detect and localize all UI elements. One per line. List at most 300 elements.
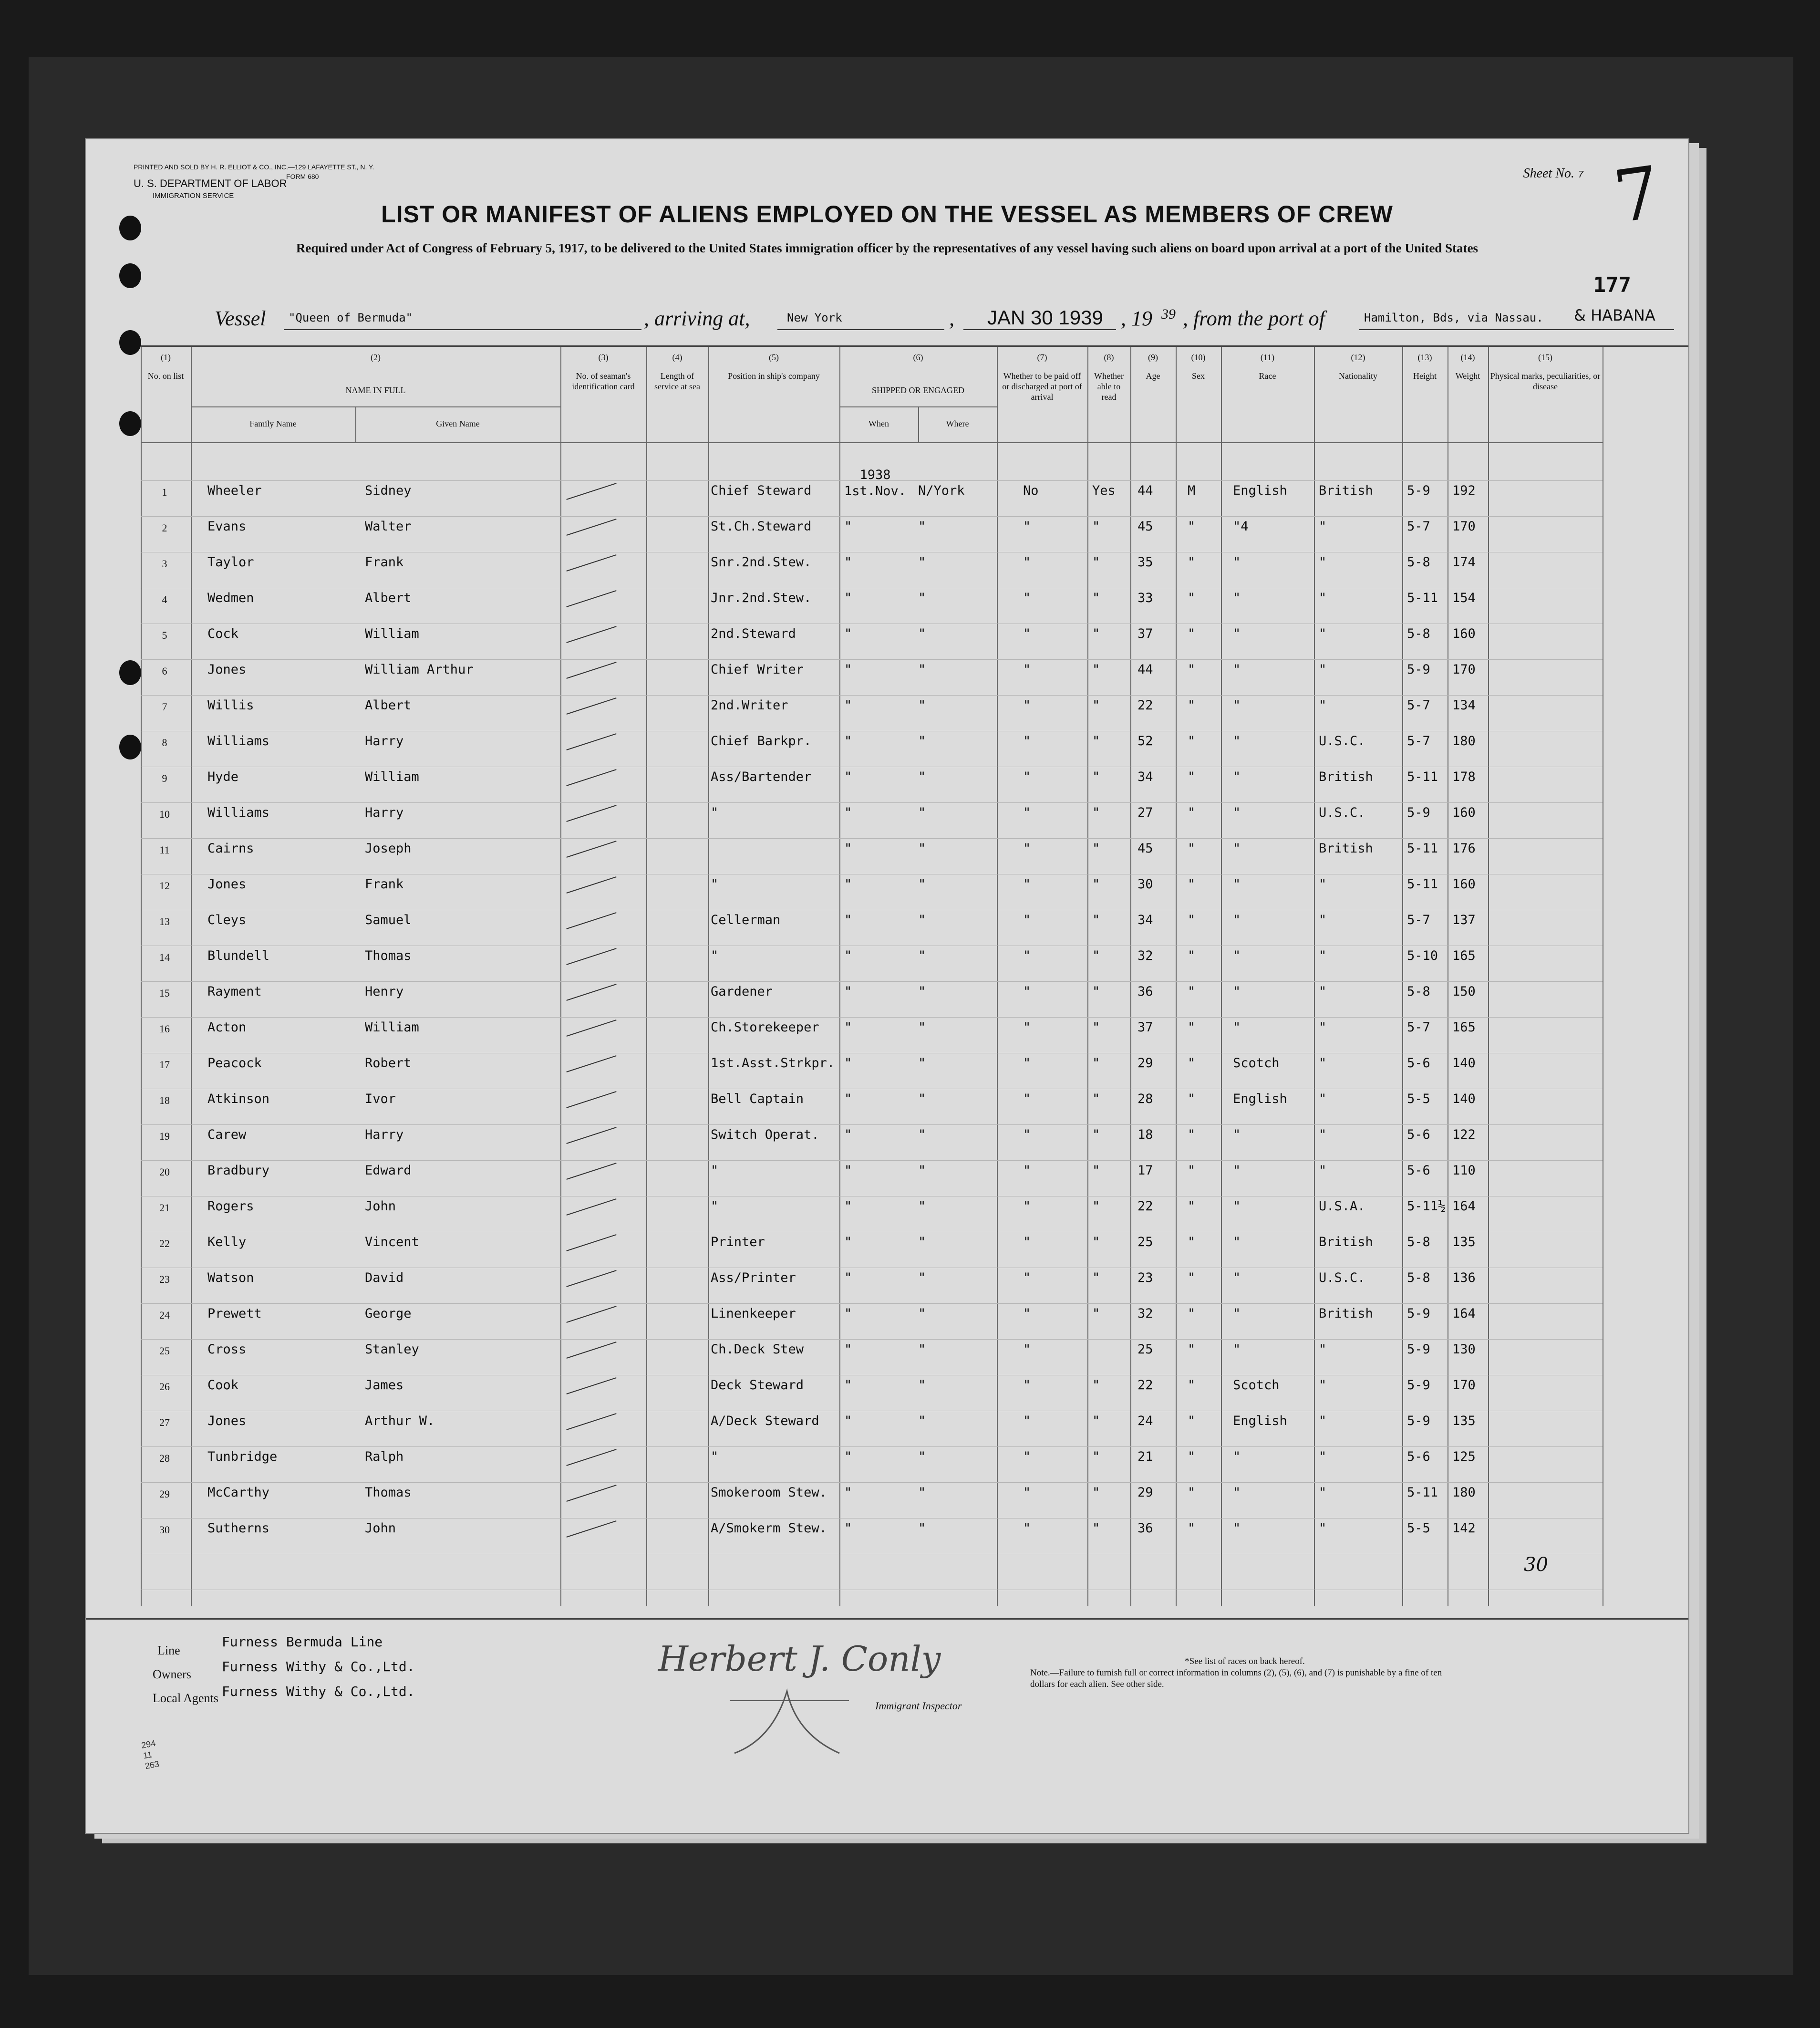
printer-credit: PRINTED AND SOLD BY H. R. ELLIOT & CO., INC.—129 LAFAYETTE ST., N. Y. FORM 680 bbox=[134, 163, 374, 180]
age: 28 bbox=[1138, 1092, 1153, 1106]
paid-off: " bbox=[1023, 1092, 1031, 1106]
shipped-where: " bbox=[918, 734, 926, 749]
table-row bbox=[141, 1156, 1603, 1192]
race: " bbox=[1233, 1306, 1241, 1321]
owners-value: Furness Withy & Co.,Ltd. bbox=[222, 1659, 415, 1674]
age: 45 bbox=[1138, 841, 1153, 856]
shipped-when: " bbox=[844, 770, 852, 784]
paid-off: " bbox=[1023, 1342, 1031, 1357]
shipped-when: " bbox=[844, 1485, 852, 1500]
punch-hole bbox=[119, 263, 141, 288]
weight: 176 bbox=[1452, 841, 1476, 856]
able-to-read: " bbox=[1092, 555, 1100, 570]
shipped-where: " bbox=[918, 805, 926, 820]
signature-flourish bbox=[725, 1682, 849, 1758]
family-name: Acton bbox=[207, 1020, 247, 1035]
column-header: Height bbox=[1413, 371, 1437, 381]
inspector-label: Immigrant Inspector bbox=[875, 1700, 962, 1712]
nationality: British bbox=[1319, 1306, 1373, 1321]
shipped-when: " bbox=[844, 1270, 852, 1285]
nationality: " bbox=[1319, 948, 1327, 963]
position: Switch Operat. bbox=[711, 1127, 819, 1142]
age: 29 bbox=[1138, 1056, 1153, 1071]
shipped-when: " bbox=[844, 1378, 852, 1393]
family-name: Evans bbox=[207, 519, 247, 534]
row-number: 8 bbox=[162, 737, 167, 749]
row-number: 11 bbox=[159, 844, 170, 856]
shipped-where: " bbox=[918, 519, 926, 534]
position: Jnr.2nd.Stew. bbox=[711, 591, 812, 605]
table-row bbox=[141, 799, 1603, 834]
row-number: 30 bbox=[159, 1524, 170, 1536]
family-name: Wedmen bbox=[207, 591, 254, 605]
table-row bbox=[141, 691, 1603, 727]
sheet-number: Sheet No. 7 bbox=[1523, 166, 1583, 181]
seaman-card-dash bbox=[566, 1449, 616, 1466]
row-number: 21 bbox=[159, 1202, 170, 1214]
table-row bbox=[141, 763, 1603, 799]
able-to-read: " bbox=[1092, 1235, 1100, 1249]
nationality: " bbox=[1319, 984, 1327, 999]
shipped-when: " bbox=[844, 1306, 852, 1321]
shipped-when: " bbox=[844, 984, 852, 999]
column-header: Position in ship's company bbox=[728, 371, 820, 381]
seaman-card-dash bbox=[566, 1234, 616, 1251]
shipped-when: " bbox=[844, 1127, 852, 1142]
shipped-where: " bbox=[918, 626, 926, 641]
family-name: Williams bbox=[207, 805, 270, 820]
vessel-name: "Queen of Bermuda" bbox=[289, 311, 413, 324]
table-row bbox=[141, 1335, 1603, 1371]
paid-off: " bbox=[1023, 698, 1031, 713]
sex: " bbox=[1188, 877, 1196, 892]
family-name: Willis bbox=[207, 698, 254, 713]
row-number: 3 bbox=[162, 558, 167, 570]
shipped-where: " bbox=[918, 1449, 926, 1464]
family-name: Cross bbox=[207, 1342, 247, 1357]
able-to-read: " bbox=[1092, 805, 1100, 820]
column-number: (12) bbox=[1351, 353, 1365, 362]
row-number: 17 bbox=[159, 1059, 170, 1071]
family-name: Cook bbox=[207, 1378, 239, 1393]
row-number: 1 bbox=[162, 486, 167, 498]
weight: 160 bbox=[1452, 877, 1476, 892]
family-name: Wheeler bbox=[207, 483, 262, 498]
table-row bbox=[141, 548, 1603, 584]
year-label: , 19 bbox=[1121, 307, 1152, 330]
seaman-card-dash bbox=[566, 590, 616, 607]
able-to-read: " bbox=[1092, 948, 1100, 963]
weight: 164 bbox=[1452, 1199, 1476, 1214]
able-to-read: " bbox=[1092, 698, 1100, 713]
race: " bbox=[1233, 1342, 1241, 1357]
given-name: Arthur W. bbox=[365, 1414, 435, 1428]
row-number: 25 bbox=[159, 1345, 170, 1357]
column-header: Race bbox=[1259, 371, 1276, 381]
position: Printer bbox=[711, 1235, 765, 1249]
footer-note: *See list of races on back hereof. Note.—Failure to furnish full or correct information in columns (2), (5), (6), and (7) is punishable by a fine of ten dollars for each alien. See other side. bbox=[1030, 1656, 1442, 1689]
nationality: U.S.A. bbox=[1319, 1199, 1365, 1214]
seaman-card-dash bbox=[566, 841, 616, 858]
shipped-where: " bbox=[918, 1092, 926, 1106]
shipped-when: " bbox=[844, 1163, 852, 1178]
shipped-when: " bbox=[844, 734, 852, 749]
age: 29 bbox=[1138, 1485, 1153, 1500]
sex: " bbox=[1188, 626, 1196, 641]
race: " bbox=[1233, 1235, 1241, 1249]
line-value: Furness Bermuda Line bbox=[222, 1634, 383, 1650]
seaman-card-dash bbox=[566, 912, 616, 929]
shipped-where: " bbox=[918, 1306, 926, 1321]
given-name: Thomas bbox=[365, 1485, 412, 1500]
row-number: 12 bbox=[159, 880, 170, 892]
sex: " bbox=[1188, 1414, 1196, 1428]
family-name: Cock bbox=[207, 626, 239, 641]
inspector-signature: Herbert J. Conly bbox=[658, 1639, 941, 1679]
table-row bbox=[141, 1013, 1603, 1049]
nationality: " bbox=[1319, 1485, 1327, 1500]
seaman-card-dash bbox=[566, 984, 616, 1001]
shipped-where: " bbox=[918, 1485, 926, 1500]
nationality: " bbox=[1319, 1163, 1327, 1178]
position: A/Deck Steward bbox=[711, 1414, 819, 1428]
sex: " bbox=[1188, 1270, 1196, 1285]
punch-hole bbox=[119, 330, 141, 355]
shipped-where: " bbox=[918, 1020, 926, 1035]
nationality: U.S.C. bbox=[1319, 805, 1365, 820]
shipped-where: " bbox=[918, 1163, 926, 1178]
paid-off: " bbox=[1023, 1020, 1031, 1035]
height: 5-6 bbox=[1407, 1163, 1430, 1178]
column-number: (1) bbox=[161, 353, 171, 362]
sex: " bbox=[1188, 1378, 1196, 1393]
paid-off: " bbox=[1023, 841, 1031, 856]
weight: 170 bbox=[1452, 662, 1476, 677]
weight: 170 bbox=[1452, 1378, 1476, 1393]
position: Deck Steward bbox=[711, 1378, 804, 1393]
able-to-read: " bbox=[1092, 1092, 1100, 1106]
department-heading: U. S. DEPARTMENT OF LABOR IMMIGRATION SERVICE bbox=[134, 177, 287, 200]
shipped-where: " bbox=[918, 877, 926, 892]
race: English bbox=[1233, 1414, 1287, 1428]
paid-off: " bbox=[1023, 626, 1031, 641]
shipped-when: " bbox=[844, 913, 852, 927]
table-row bbox=[141, 584, 1603, 620]
age: 34 bbox=[1138, 770, 1153, 784]
able-to-read: " bbox=[1092, 1020, 1100, 1035]
height: 5-8 bbox=[1407, 1235, 1430, 1249]
shipped-where: " bbox=[918, 555, 926, 570]
able-to-read: " bbox=[1092, 1521, 1100, 1536]
age: 32 bbox=[1138, 948, 1153, 963]
nationality: " bbox=[1319, 1449, 1327, 1464]
sex: " bbox=[1188, 805, 1196, 820]
age: 27 bbox=[1138, 805, 1153, 820]
age: 44 bbox=[1138, 662, 1153, 677]
weight: 180 bbox=[1452, 734, 1476, 749]
footer bbox=[86, 1618, 1688, 1820]
subheader-divider bbox=[191, 406, 560, 407]
given-name: Ivor bbox=[365, 1092, 396, 1106]
family-name: Sutherns bbox=[207, 1521, 270, 1536]
nationality: " bbox=[1319, 698, 1327, 713]
paid-off: " bbox=[1023, 1449, 1031, 1464]
row-number: 16 bbox=[159, 1023, 170, 1035]
race: " bbox=[1233, 1020, 1241, 1035]
manifest-sheet bbox=[85, 138, 1689, 1834]
shipped-where: " bbox=[918, 1521, 926, 1536]
sex: M bbox=[1188, 483, 1196, 498]
able-to-read: " bbox=[1092, 1449, 1100, 1464]
shipped-when: " bbox=[844, 1092, 852, 1106]
position: " bbox=[711, 877, 719, 892]
seaman-card-dash bbox=[566, 876, 616, 894]
punch-hole bbox=[119, 735, 141, 759]
nationality: U.S.C. bbox=[1319, 734, 1365, 749]
shipped-where: " bbox=[918, 1235, 926, 1249]
sex: " bbox=[1188, 1449, 1196, 1464]
paid-off: " bbox=[1023, 1521, 1031, 1536]
height: 5-9 bbox=[1407, 1378, 1430, 1393]
able-to-read: " bbox=[1092, 984, 1100, 999]
seaman-card-dash bbox=[566, 1198, 616, 1216]
column-number: (6) bbox=[913, 353, 923, 362]
race: " bbox=[1233, 555, 1241, 570]
position: Chief Barkpr. bbox=[711, 734, 812, 749]
column-header: Nationality bbox=[1339, 371, 1377, 381]
seaman-card-dash bbox=[566, 1163, 616, 1180]
given-name: William bbox=[365, 1020, 419, 1035]
weight: 134 bbox=[1452, 698, 1476, 713]
weight: 192 bbox=[1452, 483, 1476, 498]
sex: " bbox=[1188, 1235, 1196, 1249]
family-name: Bradbury bbox=[207, 1163, 270, 1178]
nationality: " bbox=[1319, 519, 1327, 534]
family-name: Atkinson bbox=[207, 1092, 270, 1106]
sex: " bbox=[1188, 1056, 1196, 1071]
row-number: 24 bbox=[159, 1309, 170, 1321]
nationality: British bbox=[1319, 770, 1373, 784]
weight: 110 bbox=[1452, 1163, 1476, 1178]
given-name: Frank bbox=[365, 555, 404, 570]
sex: " bbox=[1188, 1127, 1196, 1142]
age: 34 bbox=[1138, 913, 1153, 927]
family-name: Tunbridge bbox=[207, 1449, 278, 1464]
height: 5-5 bbox=[1407, 1521, 1430, 1536]
shipped-where: " bbox=[918, 1199, 926, 1214]
shipped-where: " bbox=[918, 1270, 926, 1285]
height: 5-7 bbox=[1407, 734, 1430, 749]
shipped-when: " bbox=[844, 1056, 852, 1071]
table-row bbox=[141, 1443, 1603, 1478]
height: 5-11 bbox=[1407, 841, 1438, 856]
weight: 164 bbox=[1452, 1306, 1476, 1321]
paid-off: " bbox=[1023, 877, 1031, 892]
column-number: (3) bbox=[598, 353, 609, 362]
sex: " bbox=[1188, 770, 1196, 784]
given-name: Stanley bbox=[365, 1342, 419, 1357]
position: Ass/Printer bbox=[711, 1270, 796, 1285]
age: 37 bbox=[1138, 626, 1153, 641]
row-number: 28 bbox=[159, 1452, 170, 1464]
sex: " bbox=[1188, 698, 1196, 713]
able-to-read: " bbox=[1092, 1056, 1100, 1071]
given-name: Ralph bbox=[365, 1449, 404, 1464]
height: 5-7 bbox=[1407, 913, 1430, 927]
position: Ass/Bartender bbox=[711, 770, 812, 784]
family-name: McCarthy bbox=[207, 1485, 270, 1500]
height: 5-9 bbox=[1407, 662, 1430, 677]
race: " bbox=[1233, 1199, 1241, 1214]
seaman-card-dash bbox=[566, 1019, 616, 1037]
race: Scotch bbox=[1233, 1378, 1280, 1393]
column-number: (7) bbox=[1037, 353, 1047, 362]
given-name: Vincent bbox=[365, 1235, 419, 1249]
seaman-card-dash bbox=[566, 554, 616, 572]
age: 36 bbox=[1138, 984, 1153, 999]
arriving-label: , arriving at, bbox=[644, 307, 750, 330]
age: 22 bbox=[1138, 1378, 1153, 1393]
race: " bbox=[1233, 1485, 1241, 1500]
vessel-underline bbox=[284, 328, 641, 330]
height: 5-9 bbox=[1407, 483, 1430, 498]
shipped-when: " bbox=[844, 555, 852, 570]
shipped-where: N/York bbox=[918, 483, 965, 498]
weight: 165 bbox=[1452, 948, 1476, 963]
position: Gardener bbox=[711, 984, 773, 999]
shipped-where: " bbox=[918, 1342, 926, 1357]
age: 36 bbox=[1138, 1521, 1153, 1536]
nationality: " bbox=[1319, 1414, 1327, 1428]
family-name: Kelly bbox=[207, 1235, 247, 1249]
position: Linenkeeper bbox=[711, 1306, 796, 1321]
given-name: Sidney bbox=[365, 483, 412, 498]
table-row bbox=[141, 1085, 1603, 1121]
seaman-card-dash bbox=[566, 1377, 616, 1394]
height: 5-10 bbox=[1407, 948, 1438, 963]
able-to-read: Yes bbox=[1092, 483, 1116, 498]
shipped-when: " bbox=[844, 841, 852, 856]
nationality: " bbox=[1319, 626, 1327, 641]
race: "4 bbox=[1233, 519, 1249, 534]
given-name: Thomas bbox=[365, 948, 412, 963]
row-number: 22 bbox=[159, 1238, 170, 1249]
subcolumn-header: Family Name bbox=[249, 419, 297, 428]
race: " bbox=[1233, 984, 1241, 999]
table-row bbox=[141, 834, 1603, 870]
nationality: " bbox=[1319, 1020, 1327, 1035]
weight: 180 bbox=[1452, 1485, 1476, 1500]
able-to-read: " bbox=[1092, 841, 1100, 856]
race: " bbox=[1233, 805, 1241, 820]
position: " bbox=[711, 805, 719, 820]
able-to-read: " bbox=[1092, 1199, 1100, 1214]
agents-label: Local Agents bbox=[153, 1691, 218, 1705]
shipped-where: " bbox=[918, 770, 926, 784]
family-name: Rayment bbox=[207, 984, 262, 999]
family-name: Cleys bbox=[207, 913, 247, 927]
nationality: " bbox=[1319, 913, 1327, 927]
height: 5-9 bbox=[1407, 1342, 1430, 1357]
weight: 174 bbox=[1452, 555, 1476, 570]
weight: 170 bbox=[1452, 519, 1476, 534]
shipped-when: " bbox=[844, 1020, 852, 1035]
table-row bbox=[141, 727, 1603, 763]
sex: " bbox=[1188, 555, 1196, 570]
from-underline bbox=[1359, 328, 1674, 330]
age: 22 bbox=[1138, 698, 1153, 713]
table-row bbox=[141, 620, 1603, 655]
paid-off: " bbox=[1023, 1235, 1031, 1249]
race: " bbox=[1233, 698, 1241, 713]
paid-off: " bbox=[1023, 913, 1031, 927]
able-to-read: " bbox=[1092, 1378, 1100, 1393]
seaman-card-dash bbox=[566, 1342, 616, 1359]
family-name: Hyde bbox=[207, 770, 239, 784]
from-port: Hamilton, Bds, via Nassau. bbox=[1364, 311, 1543, 324]
position: Cellerman bbox=[711, 913, 781, 927]
height: 5-9 bbox=[1407, 1414, 1430, 1428]
subcolumn-header: When bbox=[869, 419, 889, 428]
seaman-card-dash bbox=[566, 1127, 616, 1144]
race: " bbox=[1233, 1163, 1241, 1178]
age: 18 bbox=[1138, 1127, 1153, 1142]
handwritten-sheet-number: 7 bbox=[1608, 151, 1665, 239]
paid-off: " bbox=[1023, 1199, 1031, 1214]
paid-off: " bbox=[1023, 519, 1031, 534]
height: 5-8 bbox=[1407, 626, 1430, 641]
sex: " bbox=[1188, 1163, 1196, 1178]
column-number: (2) bbox=[371, 353, 381, 362]
race: " bbox=[1233, 1270, 1241, 1285]
age: 32 bbox=[1138, 1306, 1153, 1321]
nationality: " bbox=[1319, 1092, 1327, 1106]
shipped-when: " bbox=[844, 626, 852, 641]
given-name: Frank bbox=[365, 877, 404, 892]
shipped-where: " bbox=[918, 1378, 926, 1393]
row-number: 19 bbox=[159, 1130, 170, 1142]
given-name: William bbox=[365, 626, 419, 641]
shipped-where: " bbox=[918, 662, 926, 677]
year-value: 39 bbox=[1161, 306, 1176, 322]
row-number: 15 bbox=[159, 987, 170, 999]
row-number: 18 bbox=[159, 1094, 170, 1106]
nationality: British bbox=[1319, 1235, 1373, 1249]
weight: 150 bbox=[1452, 984, 1476, 999]
vessel-label: Vessel bbox=[215, 307, 266, 330]
given-name: Edward bbox=[365, 1163, 412, 1178]
table-row bbox=[141, 870, 1603, 906]
race: Scotch bbox=[1233, 1056, 1280, 1071]
column-header: NAME IN FULL bbox=[345, 385, 406, 395]
handwritten-port: & HABANA bbox=[1574, 306, 1655, 324]
position: 1st.Asst.Strkpr. bbox=[711, 1056, 835, 1071]
page-title: LIST OR MANIFEST OF ALIENS EMPLOYED ON THE VESSEL AS MEMBERS OF CREW bbox=[381, 201, 1393, 228]
seaman-card-dash bbox=[566, 948, 616, 965]
table-row bbox=[141, 1049, 1603, 1085]
stamped-number: 177 bbox=[1593, 273, 1631, 297]
height: 5-8 bbox=[1407, 1270, 1430, 1285]
table-row bbox=[141, 1371, 1603, 1407]
position: " bbox=[711, 948, 719, 963]
row-number: 5 bbox=[162, 629, 167, 641]
sex: " bbox=[1188, 1521, 1196, 1536]
table-row bbox=[141, 906, 1603, 942]
height: 5-11 bbox=[1407, 1485, 1438, 1500]
nationality: " bbox=[1319, 1127, 1327, 1142]
table-row bbox=[141, 1192, 1603, 1228]
age: 25 bbox=[1138, 1235, 1153, 1249]
